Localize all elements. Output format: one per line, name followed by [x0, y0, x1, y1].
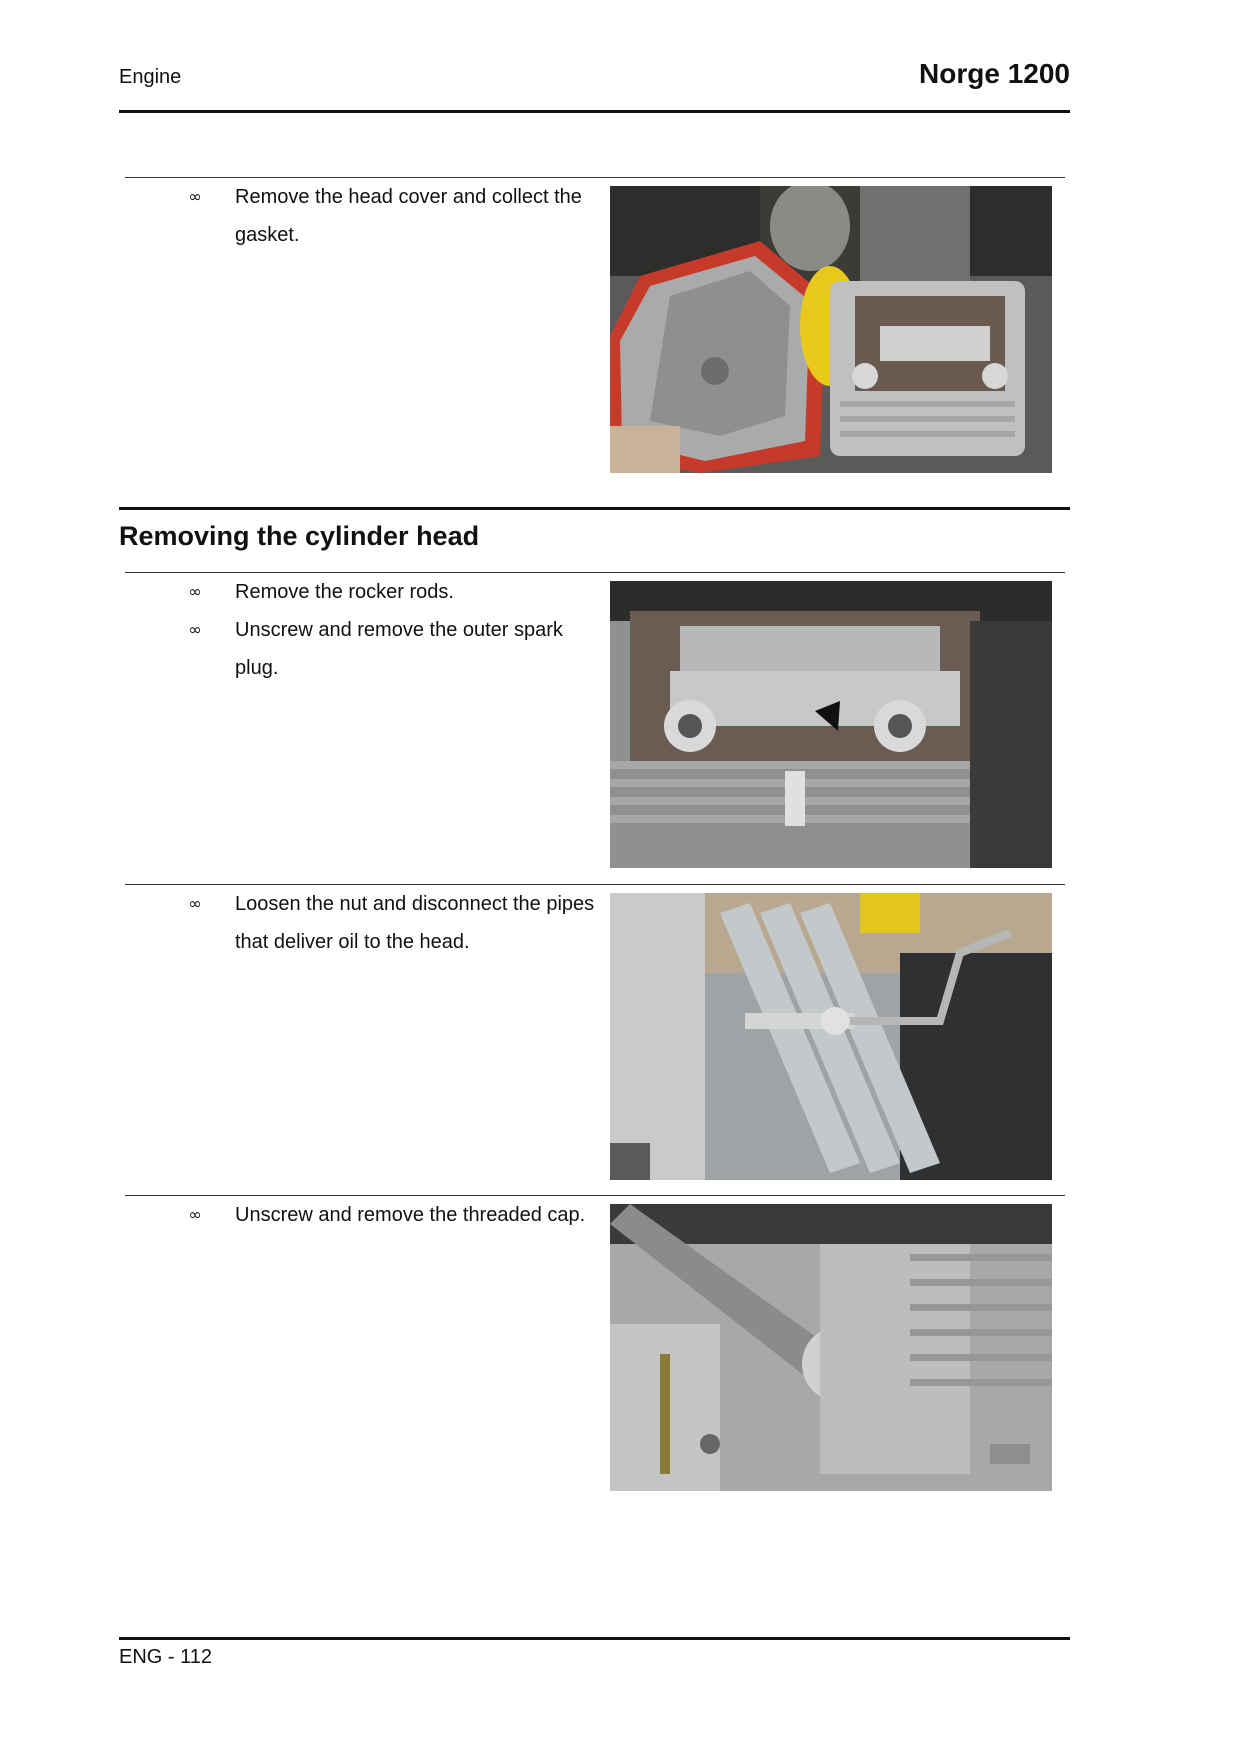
section-label: Engine: [119, 66, 182, 88]
rocker-rods-photo: [610, 581, 1052, 868]
instruction-text: Remove the head cover and collect the gasket.: [235, 186, 582, 246]
oil-pipes-photo: [610, 893, 1052, 1180]
instruction-text: Loosen the nut and disconnect the pipes that deliver oil to the head.: [235, 893, 595, 953]
instruction-text: Unscrew and remove the outer spark plug.: [235, 619, 563, 679]
document-title: Norge 1200: [919, 58, 1070, 89]
bullet-mark: ∞: [188, 894, 202, 913]
list-item: [184, 178, 604, 254]
step-1-instructions: [184, 178, 604, 254]
bullet-mark: ∞: [188, 187, 202, 206]
list-item: [184, 611, 604, 687]
list-item: [184, 885, 604, 961]
section-divider: [119, 507, 1070, 510]
list-item: [184, 573, 604, 611]
step-4-instructions: [184, 1196, 604, 1234]
instruction-text: Unscrew and remove the threaded cap.: [235, 1204, 586, 1226]
bullet-mark: ∞: [188, 582, 202, 601]
instruction-text: Remove the rocker rods.: [235, 581, 454, 603]
list-item: [184, 1196, 604, 1234]
section-heading: Removing the cylinder head: [119, 521, 480, 551]
step-3-instructions: [184, 885, 604, 961]
header-divider: [119, 110, 1070, 113]
footer-divider: [119, 1637, 1070, 1640]
bullet-mark: ∞: [188, 1205, 202, 1224]
page-number: ENG - 112: [119, 1646, 212, 1668]
head-cover-removal-photo: [610, 186, 1052, 473]
threaded-cap-photo: [610, 1204, 1052, 1491]
step-2-instructions: [184, 573, 604, 687]
bullet-mark: ∞: [188, 620, 202, 639]
